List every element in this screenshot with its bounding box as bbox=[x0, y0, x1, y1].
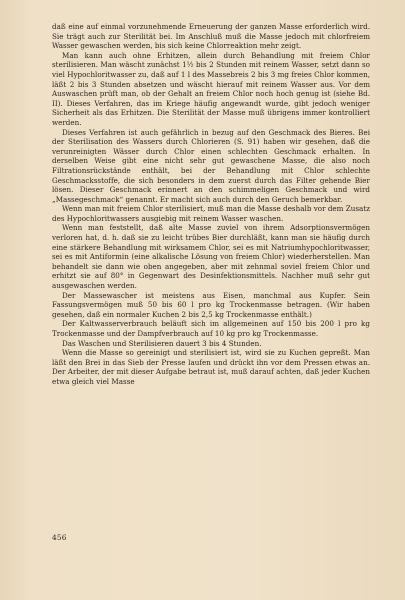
paragraph-2: Man kann auch ohne Erhitzen, allein durch Behandlung mit freiem Chlor sterilisieren. Man wäscht zunächst 1½ bis 2 Stunden mit reinem Wasser, setzt dann so viel Hypochloritwasser zu, daß auf 1 l des Massebreis 2 bis 3 mg freies Chlor kommen, läßt 2 bis 3 Stunden absetzen und wäscht hierauf mit reinem Wasser aus. Vor dem Auswaschen prüft man, ob der Gehalt an freiem Chlor noch hoch genug ist (siehe Bd. II). Dieses Verfahren, das im Kriege häufig angewandt wurde, gibt jedoch weniger Sicherheit als das Erhitzen. Die Sterilität der Masse muß übrigens immer kontrolliert werden. bbox=[52, 50, 370, 127]
paragraph-4: Wenn man mit freiem Chlor sterilisiert, muß man die Masse deshalb vor dem Zusatz des Hypochloritwassers ausgiebig mit reinem Wasser waschen. bbox=[52, 204, 370, 223]
paragraph-6: Der Massewascher ist meistens aus Eisen, manchmal aus Kupfer. Sein Fassungsvermögen muß 50 bis 60 l pro kg Trockenmasse betragen. (Wir haben gesehen, daß ein normaler Kuchen 2 bis 2,5 kg Trockenmasse enthält.) bbox=[52, 290, 370, 319]
paragraph-8: Das Waschen und Sterilisieren dauert 3 bis 4 Stunden. bbox=[62, 338, 262, 348]
paragraph-5: Wenn man feststellt, daß alte Masse zuviel von ihrem Adsorptionsvermögen verloren hat, d. h. daß sie zu leicht trübes Bier durchläßt, kann man sie häufig durch eine stärkere Behandlung mit wirksamem Chlor, sei es mit Natriumhypochloritwasser, sei es mit Antiformin (eine alkalische Lösung von freiem Chlor) wiederherstellen. Man behandelt sie dann wie oben angegeben, aber mit zehnmal soviel freiem Chlor und erhitzt sie auf 80° in Gegenwart des Desinfektionsmittels. Nachher muß sehr gut ausgewaschen werden. bbox=[52, 223, 370, 291]
body-text bbox=[52, 22, 370, 387]
page-number: 456 bbox=[52, 533, 67, 542]
paragraph-7: Der Kaltwasserverbrauch beläuft sich im allgemeinen auf 150 bis 200 l pro kg Trockenmasse und der Dampfverbrauch auf 10 kg pro kg Trockenmasse. bbox=[52, 319, 370, 338]
paragraph-9: Wenn die Masse so gereinigt und sterilisiert ist, wird sie zu Kuchen gepreßt. Man läßt den Brei in das Sieb der Presse laufen und drückt ihn vor dem Pressen etwas an. Der Arbeiter, der mit dieser Aufgabe betraut ist, muß darauf achten, daß jeder Kuchen etwa gleich viel Masse bbox=[52, 348, 370, 386]
paragraph-1: daß eine auf einmal vorzunehmende Erneuerung der ganzen Masse erforderlich wird. Sie trägt auch zur Sterilität bei. Im Anschluß muß die Masse jedoch mit chlorfreiem Wasser gewaschen werden, bis sich keine Chlorreaktion mehr zeigt. bbox=[52, 22, 370, 51]
paragraph-3: Dieses Verfahren ist auch gefährlich in bezug auf den Geschmack des Bieres. Bei der Sterilisation des Wassers durch Chlorieren (S. 91) haben wir gesehen, daß die verunreinigten Wässer durch Chlor einen schlechten Geschmack erhalten. In derselben Weise gibt eine nicht sehr gut gewaschene Masse, die also noch Filtrationsrückstände enthält, bei der Behandlung mit Chlor schlechte Geschmacksstoffe, die sich besonders in dem zuerst durch das Filter gehende Bier lösen. Dieser Geschmack erinnert an den schimmeligen Geschmack und wird „Massegeschmack“ genannt. Er macht sich auch durch den Geruch bemerkbar. bbox=[52, 127, 370, 204]
